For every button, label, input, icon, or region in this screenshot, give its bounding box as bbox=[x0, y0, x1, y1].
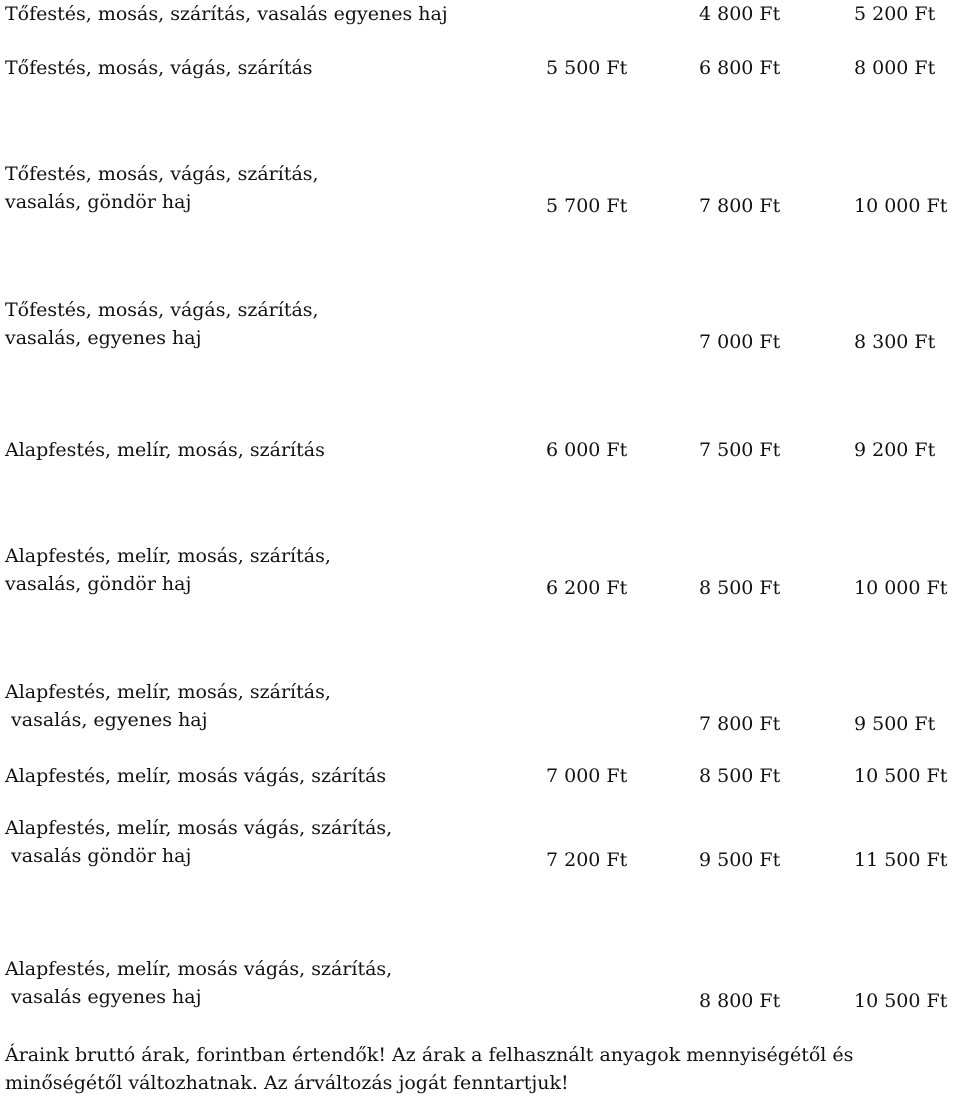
price-medium: 8 800 Ft bbox=[699, 990, 781, 1012]
service-name bbox=[5, 54, 313, 82]
price-medium: 7 800 Ft bbox=[699, 195, 781, 217]
price-long: 8 000 Ft bbox=[854, 57, 936, 79]
price-short: 7 200 Ft bbox=[546, 849, 628, 871]
price-medium: 6 800 Ft bbox=[699, 57, 781, 79]
price-short: 6 000 Ft bbox=[546, 439, 628, 461]
service-name bbox=[5, 762, 386, 790]
service-line: Alapfestés, melír, mosás vágás, szárítás, bbox=[5, 817, 393, 839]
service-name bbox=[5, 0, 448, 28]
price-medium: 7 500 Ft bbox=[699, 439, 781, 461]
service-name bbox=[5, 955, 392, 1011]
service-line: vasalás, egyenes haj bbox=[5, 709, 208, 731]
service-line: Tőfestés, mosás, vágás, szárítás, bbox=[5, 163, 319, 185]
service-line: vasalás, göndör haj bbox=[5, 573, 192, 595]
price-medium: 7 000 Ft bbox=[699, 331, 781, 353]
price-long: 9 500 Ft bbox=[854, 713, 936, 735]
price-long: 10 500 Ft bbox=[854, 990, 948, 1012]
price-medium: 7 800 Ft bbox=[699, 713, 781, 735]
service-name bbox=[5, 542, 331, 598]
service-line: vasalás göndör haj bbox=[5, 845, 192, 867]
price-short: 6 200 Ft bbox=[546, 577, 628, 599]
service-name bbox=[5, 436, 325, 464]
service-line: Tőfestés, mosás, vágás, szárítás bbox=[5, 57, 313, 79]
service-line: vasalás, göndör haj bbox=[5, 191, 192, 213]
price-long: 10 500 Ft bbox=[854, 765, 948, 787]
price-long: 10 000 Ft bbox=[854, 195, 948, 217]
service-name bbox=[5, 814, 392, 870]
price-long: 10 000 Ft bbox=[854, 577, 948, 599]
service-name bbox=[5, 678, 331, 734]
price-long: 5 200 Ft bbox=[854, 3, 936, 25]
service-line: Alapfestés, melír, mosás, szárítás, bbox=[5, 681, 331, 703]
price-medium: 8 500 Ft bbox=[699, 765, 781, 787]
price-short: 5 500 Ft bbox=[546, 57, 628, 79]
service-line: vasalás, egyenes haj bbox=[5, 327, 202, 349]
service-line: Alapfestés, melír, mosás, szárítás, bbox=[5, 545, 331, 567]
price-long: 11 500 Ft bbox=[854, 849, 948, 871]
price-medium: 9 500 Ft bbox=[699, 849, 781, 871]
service-line: Alapfestés, melír, mosás vágás, szárítás bbox=[5, 765, 387, 787]
service-name bbox=[5, 296, 319, 352]
service-line: Tőfestés, mosás, vágás, szárítás, bbox=[5, 299, 319, 321]
price-disclaimer: Áraink bruttó árak, forintban értendők! Az árak a felhasznált anyagok mennyiségétől és minőségétől változhatnak. Az árváltozás jogát fenntartjuk! bbox=[5, 1044, 854, 1094]
price-medium: 8 500 Ft bbox=[699, 577, 781, 599]
price-short: 7 000 Ft bbox=[546, 765, 628, 787]
service-line: Tőfestés, mosás, szárítás, vasalás egyenes haj bbox=[5, 3, 448, 25]
price-long: 9 200 Ft bbox=[854, 439, 936, 461]
price-long: 8 300 Ft bbox=[854, 331, 936, 353]
price-medium: 4 800 Ft bbox=[699, 3, 781, 25]
service-line: Alapfestés, melír, mosás vágás, szárítás, bbox=[5, 958, 393, 980]
service-name bbox=[5, 160, 319, 216]
price-short: 5 700 Ft bbox=[546, 195, 628, 217]
service-line: vasalás egyenes haj bbox=[5, 986, 202, 1008]
service-line: Alapfestés, melír, mosás, szárítás bbox=[5, 439, 325, 461]
